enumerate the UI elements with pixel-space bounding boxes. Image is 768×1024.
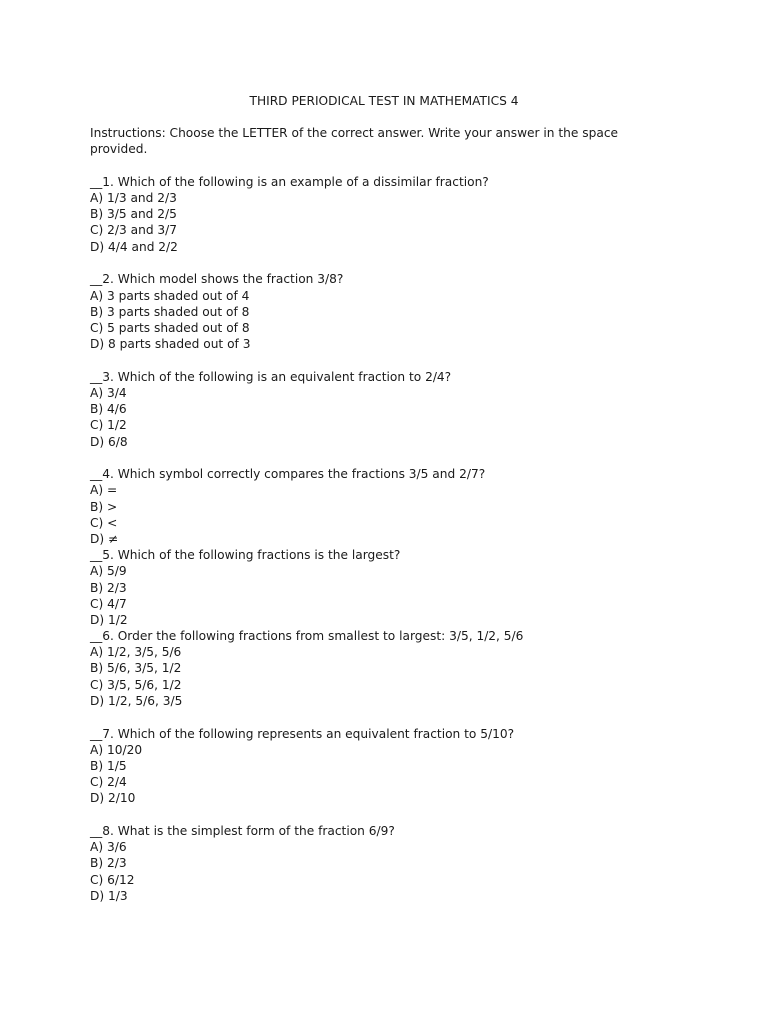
document-title: THIRD PERIODICAL TEST IN MATHEMATICS 4 bbox=[249, 94, 519, 108]
choice-b: B) 2/3 bbox=[90, 580, 127, 595]
instructions-text: Instructions: Choose the LETTER of the correct answer. Write your answer in the space provided. bbox=[90, 126, 619, 157]
question-prompt: __4. Which symbol correctly compares the fractions 3/5 and 2/7? bbox=[90, 467, 486, 482]
choice-a: A) 3/6 bbox=[90, 840, 127, 855]
question-prompt: __3. Which of the following is an equivalent fraction to 2/4? bbox=[90, 369, 452, 384]
choice-b: B) 2/3 bbox=[90, 856, 127, 871]
choice-a: A) 5/9 bbox=[90, 564, 127, 579]
choice-a: A) 10/20 bbox=[90, 742, 143, 757]
choice-b: B) 3/5 and 2/5 bbox=[90, 207, 177, 222]
choice-d: D) 8 parts shaded out of 3 bbox=[90, 337, 251, 352]
choice-b: B) 5/6, 3/5, 1/2 bbox=[90, 661, 182, 676]
choice-d: D) 1/3 bbox=[90, 888, 128, 903]
choice-c: C) 1/2 bbox=[90, 418, 127, 433]
question-3 bbox=[90, 369, 690, 450]
choice-b: B) 3 parts shaded out of 8 bbox=[90, 304, 250, 319]
question-8 bbox=[90, 823, 690, 904]
spacer bbox=[90, 157, 690, 174]
question-prompt: __8. What is the simplest form of the fraction 6/9? bbox=[90, 823, 395, 838]
choice-b: B) 1/5 bbox=[90, 758, 127, 773]
choice-b: B) 4/6 bbox=[90, 402, 127, 417]
choice-c: C) < bbox=[90, 515, 118, 530]
choice-c: C) 6/12 bbox=[90, 872, 135, 887]
question-2 bbox=[90, 271, 690, 352]
question-prompt: __6. Order the following fractions from smallest to largest: 3/5, 1/2, 5/6 bbox=[90, 629, 524, 644]
choice-d: D) 1/2 bbox=[90, 612, 128, 627]
choice-c: C) 2/3 and 3/7 bbox=[90, 223, 178, 238]
choice-c: C) 5 parts shaded out of 8 bbox=[90, 320, 250, 335]
choice-b: B) > bbox=[90, 499, 118, 514]
question-prompt: __1. Which of the following is an example of a dissimilar fraction? bbox=[90, 174, 489, 189]
choice-a: A) 1/2, 3/5, 5/6 bbox=[90, 645, 182, 660]
question-4 bbox=[90, 466, 690, 547]
choice-d: D) 2/10 bbox=[90, 791, 136, 806]
question-prompt: __7. Which of the following represents an equivalent fraction to 5/10? bbox=[90, 726, 515, 741]
choice-a: A) = bbox=[90, 483, 118, 498]
choice-c: C) 3/5, 5/6, 1/2 bbox=[90, 677, 182, 692]
spacer bbox=[90, 255, 690, 272]
choice-d: D) 4/4 and 2/2 bbox=[90, 239, 178, 254]
choice-d: D) 1/2, 5/6, 3/5 bbox=[90, 693, 183, 708]
spacer bbox=[90, 709, 690, 726]
question-6 bbox=[90, 628, 690, 709]
choice-d: D) 6/8 bbox=[90, 434, 128, 449]
spacer bbox=[90, 352, 690, 369]
spacer bbox=[90, 450, 690, 467]
choice-c: C) 2/4 bbox=[90, 775, 127, 790]
choice-a: A) 3/4 bbox=[90, 385, 127, 400]
question-5 bbox=[90, 547, 690, 628]
question-prompt: __2. Which model shows the fraction 3/8? bbox=[90, 272, 344, 287]
question-1 bbox=[90, 174, 690, 255]
choice-a: A) 3 parts shaded out of 4 bbox=[90, 288, 250, 303]
question-prompt: __5. Which of the following fractions is the largest? bbox=[90, 548, 401, 563]
choice-a: A) 1/3 and 2/3 bbox=[90, 191, 177, 206]
choice-d: D) ≠ bbox=[90, 531, 119, 546]
test-document bbox=[90, 92, 690, 904]
question-7 bbox=[90, 726, 690, 807]
choice-c: C) 4/7 bbox=[90, 596, 127, 611]
spacer bbox=[90, 806, 690, 823]
